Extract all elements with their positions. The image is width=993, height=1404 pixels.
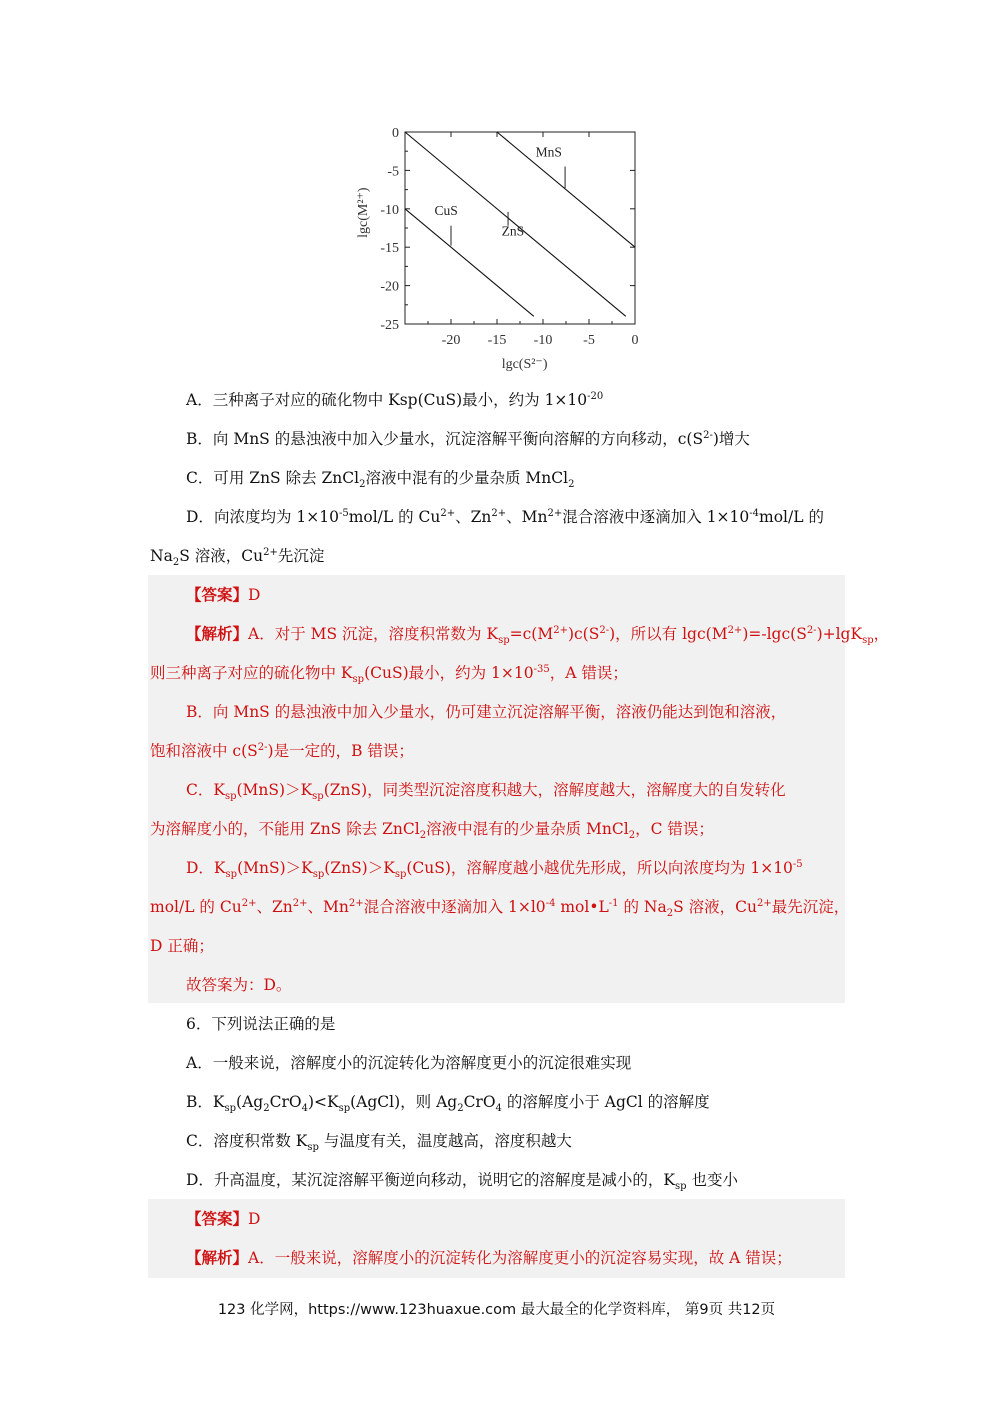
q6-d-a: D．升高温度，某沉淀溶解平衡逆向移动，说明它的溶解度是减小的，K: [186, 1171, 676, 1189]
d1-l1c: (ZnS)＞K: [324, 859, 395, 877]
chart-svg: [345, 120, 645, 380]
option-d-sup5: -4: [749, 507, 760, 519]
option-c-text2: 溶液中混有的少量杂质 MnCl: [365, 469, 569, 487]
option-d-sup3: 2+: [491, 507, 507, 519]
y-tick-label: 0: [392, 126, 399, 141]
option-d-t1: 向浓度均为 1×10: [213, 508, 339, 526]
answer1-label: 【答案】: [186, 585, 249, 604]
answer2-value: D: [248, 1210, 261, 1228]
analysis2-line: [186, 1247, 886, 1269]
q6-a-text: A．一般来说，溶解度小的沉淀转化为溶解度更小的沉淀很难实现: [186, 1054, 632, 1072]
option-d-l2c: 先沉淀: [277, 547, 325, 565]
a1-l2b: (CuS)最小，约为 1×10: [364, 664, 534, 682]
page-footer: 123 化学网，https://www.123huaxue.com 最大最全的化学资料库， 第9页 共12页: [217, 1302, 776, 1318]
x-axis-label: lgc(S²⁻): [501, 357, 548, 372]
a1-t3: )c(S: [567, 625, 600, 643]
answer1-value: D: [248, 586, 261, 604]
option-d: [186, 506, 886, 528]
option-d-line2: [150, 545, 850, 567]
q6-c-a: C．溶度积常数 K: [186, 1132, 308, 1150]
d1-l2f: 的 Na: [618, 898, 667, 916]
q6-option-b: B．$K_{sp}(Ag_2CrO_4)<K_{sp}(AgCl)$，则 $Ag_2CrO_4$ 的溶解度小于 AgCl 的溶解度: [186, 1093, 710, 1115]
a1-l2sup: -35: [533, 663, 550, 675]
series-label-mns: MnS: [535, 144, 562, 160]
y-tick-label: -10: [380, 202, 399, 218]
option-d-label: D．: [186, 508, 214, 526]
q6-title-text: 6．下列说法正确的是: [186, 1015, 336, 1033]
option-a-text: 三种离子对应的硫化物中 Ksp(CuS)最小，约为 1×10: [212, 391, 588, 409]
option-d-l2b: S 溶液，Cu: [179, 547, 264, 565]
answer2-label: 【答案】: [186, 1209, 249, 1228]
q6-option-c: C．溶度积常数 $K_{sp}$ 与温度有关，温度越高，溶度积越大: [186, 1132, 572, 1154]
q6-b-a: B．K: [186, 1093, 225, 1111]
a1-t4: )，所以有 lgc(M: [609, 625, 728, 643]
x-tick-label: 0: [631, 333, 639, 348]
d1-l2g: S 溶液，Cu: [673, 898, 757, 916]
solubility-chart: [345, 120, 645, 380]
q6-b-g: 的溶解度小于 AgCl 的溶解度: [501, 1093, 710, 1111]
option-c-sub1: 2: [359, 479, 366, 491]
a1-t6: )+lgK: [816, 625, 863, 643]
b1-l1: B．向 MnS 的悬浊液中加入少量水，仍可建立沉淀溶解平衡，溶液仍能达到饱和溶液，: [186, 703, 787, 721]
q6-option-d: D．升高温度，某沉淀溶解平衡逆向移动，说明它的溶解度是减小的，$K_{sp}$ 也变小: [186, 1171, 738, 1193]
option-d-t5: 混合溶液中逐滴加入 1×10: [562, 508, 750, 526]
q6-c-b: 与温度有关，温度越高，溶度积越大: [318, 1132, 572, 1150]
d1-l2c: 、Mn: [307, 898, 349, 916]
q6-option-a: [186, 1052, 886, 1074]
q6-b-f: CrO: [463, 1093, 496, 1111]
option-d-t4: 、Mn: [506, 508, 548, 526]
option-a-label: A．: [186, 391, 213, 409]
series-label-cus: CuS: [434, 202, 458, 218]
y-tick-label: -25: [380, 318, 399, 333]
analysis1-c-line1: C．$K_{sp}(MnS)>K_{sp}(ZnS)$，同类型沉淀溶度积越大，溶解度越大，溶解度大的自发转化: [186, 781, 786, 803]
q6-title: [186, 1013, 886, 1035]
d1-l2d: 混合溶液中逐滴加入 1×l0: [363, 898, 546, 916]
option-b: [186, 428, 886, 450]
c1-l1b: (MnS)＞K: [236, 781, 313, 799]
analysis2-label: 【解析】: [186, 1248, 249, 1267]
x-tick-label: -5: [583, 333, 595, 348]
analysis1-d-line2: mol/L 的 $Cu^{2+}$、$Zn^{2+}$、$Mn^{2+}$混合溶液中逐滴加入 $1\times l0^{-4}$ $mol•L^{-1}$ 的 $Na_2S$ 溶液，$Cu^{2+}$最先沉淀，: [150, 897, 850, 920]
option-d-l2sup: 2+: [263, 546, 278, 558]
c1-l1c: (ZnS)，同类型沉淀溶度积越大，溶解度越大，溶解度大的自发转化: [323, 781, 786, 799]
analysis1-a-line2: 则三种离子对应的硫化物中 $K_{sp}(CuS)$最小，约为 $1\times 10^{-35}$，A 错误；: [150, 663, 628, 686]
option-d-l2sub: 2: [172, 557, 180, 569]
option-b-label: B．: [186, 430, 213, 448]
analysis1-d-line3: [150, 935, 850, 957]
q6-d-b: 也变小: [686, 1171, 738, 1189]
a1-l2c: ，A 错误；: [549, 664, 628, 682]
analysis1-label: 【解析】: [186, 624, 249, 643]
option-d-sup1: -5: [338, 507, 349, 519]
answer2-line: [186, 1208, 886, 1230]
d1-l1a: D．K: [186, 859, 226, 877]
d1-l1d: (CuS)，溶解度越小越优先形成，所以向浓度均为 1×10: [406, 859, 793, 877]
analysis2-text: A．一般来说，溶解度小的沉淀转化为溶解度更小的沉淀容易实现，故 A 错误；: [248, 1249, 792, 1267]
d1-l2a: mol/L 的 Cu: [150, 898, 242, 916]
b1-l2b: )是一定的，B 错误；: [267, 742, 414, 760]
option-c: [186, 467, 886, 489]
c1-l2c: ，C 错误；: [635, 820, 714, 838]
option-c-text1: 可用 ZnS 除去 ZnCl: [213, 469, 360, 487]
q6-b-d: )<K: [307, 1093, 339, 1111]
option-a-sup: -20: [587, 390, 604, 402]
a1-t1: A．对于 MS 沉淀，溶度积常数为 K: [248, 625, 499, 643]
y-tick-label: -5: [387, 164, 399, 180]
q6-b-e: (AgCl)，则 Ag: [350, 1093, 458, 1111]
answer1-line: [186, 584, 886, 606]
analysis1-final: [186, 974, 886, 996]
analysis1-b-line1: [186, 701, 886, 723]
d1-l3: D 正确；: [150, 937, 214, 955]
option-b-text1: 向 MnS 的悬浊液中加入少量水，沉淀溶解平衡向溶解的方向移动，c(S: [212, 430, 704, 448]
x-tick-label: -10: [533, 333, 553, 348]
a1-t5: )=-lgc(S: [742, 625, 807, 643]
d1-l2e: mol•L: [555, 898, 609, 916]
c1-l2a: 为溶解度小的，不能用 ZnS 除去 ZnCl: [150, 820, 420, 838]
option-d-t2: mol/L 的 Cu: [348, 508, 441, 526]
option-d-sup2: 2+: [440, 507, 456, 519]
a1-l2a: 则三种离子对应的硫化物中 K: [150, 664, 353, 682]
x-tick-label: -15: [487, 333, 507, 348]
option-d-sup4: 2+: [547, 507, 563, 519]
analysis1-c-line2: 为溶解度小的，不能用 ZnS 除去 ZnCl$_2$溶液中混有的少量杂质 MnCl$_2$，C 错误；: [150, 820, 714, 842]
d1-l2b: 、Zn: [256, 898, 293, 916]
b1-l2a: 饱和溶液中 c(S: [150, 742, 258, 760]
series-label-zns: ZnS: [501, 223, 525, 239]
analysis1-b-line2: 饱和溶液中 $c(S^{2-})$是一定的，B 错误；: [150, 741, 414, 760]
c1-l1a: C．K: [186, 781, 225, 799]
option-d-t3: 、Zn: [455, 508, 492, 526]
d1-l1b: (MnS)＞K: [237, 859, 313, 877]
a1-t2: =c(M: [509, 625, 554, 643]
option-a: [186, 389, 886, 411]
y-tick-label: -15: [380, 241, 399, 257]
c1-l2b: 溶液中混有的少量杂质 MnCl: [426, 820, 629, 838]
q6-b-c: CrO: [269, 1093, 302, 1111]
d1-l2h: 最先沉淀，: [771, 898, 850, 916]
analysis1-d-line1: D．$K_{sp}(MnS)>K_{sp}(ZnS)>K_{sp}(CuS)$，溶解度越小越优先形成，所以向浓度均为 $1\times 10^{-5}$: [186, 858, 803, 881]
option-c-label: C．: [186, 469, 214, 487]
option-b-text2: )增大: [712, 430, 750, 448]
analysis1-a-line1: 【解析】A．对于 MS 沉淀，溶度积常数为 $K_{sp}=c(M^{2+})c(S^{2-})$，所以有 $\lg c(M^{2+})=-\lg c(S^{2-})+\lg K_{sp}$，: [186, 624, 890, 647]
y-axis-label: lgc(M²⁺): [356, 187, 371, 238]
x-tick-label: -20: [441, 333, 461, 348]
q6-b-b: (Ag: [236, 1093, 264, 1111]
final-answer: 故答案为：D。: [186, 976, 292, 994]
option-b-sup: 2-: [703, 429, 713, 441]
option-c-sub2: 2: [568, 479, 575, 491]
option-d-t6: mol/L 的: [759, 508, 824, 526]
option-d-l2a: Na: [150, 547, 173, 565]
y-tick-label: -20: [380, 279, 399, 295]
